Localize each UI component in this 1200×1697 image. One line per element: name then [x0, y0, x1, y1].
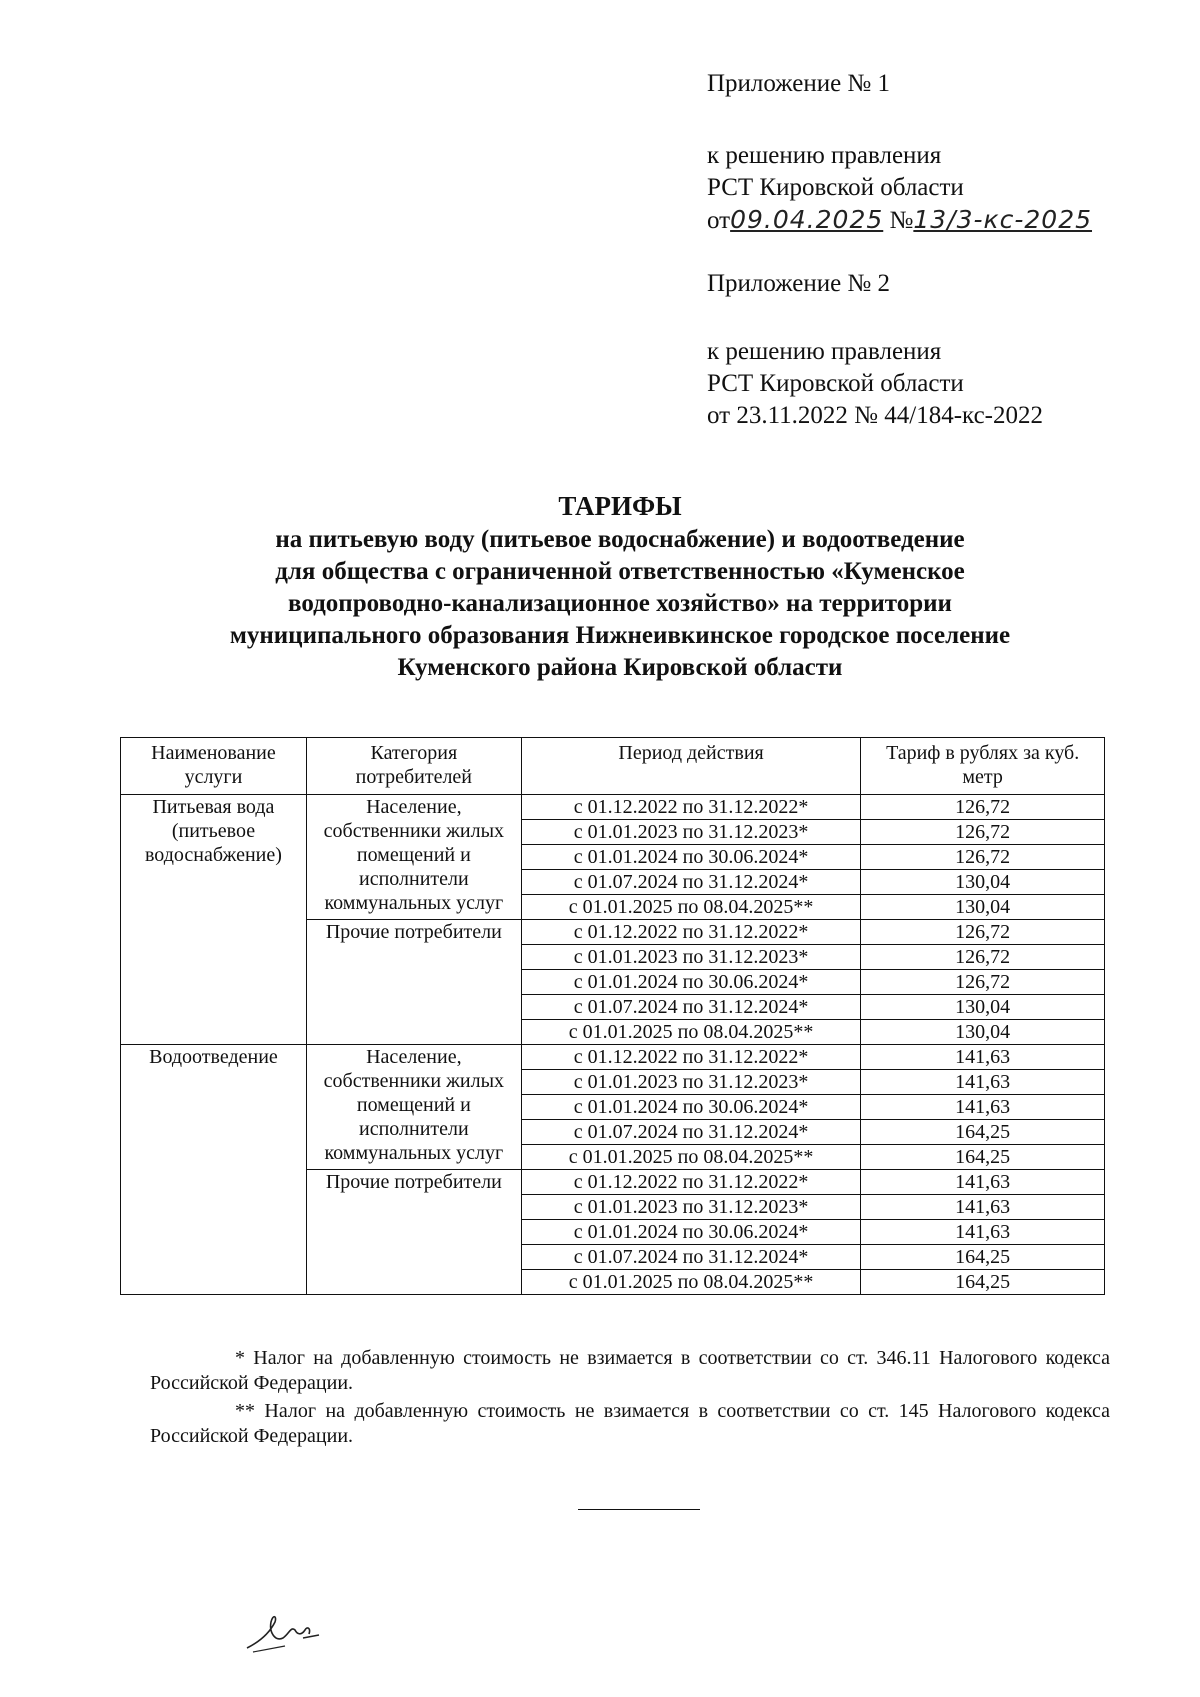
appendix-1-title	[707, 68, 890, 100]
tariff-cell: 141,63	[861, 1045, 1105, 1070]
appendix-1-heading: Приложение № 1	[707, 70, 891, 97]
handwritten-date: 09.04.2025	[730, 205, 884, 234]
appendix-1-line2: РСТ Кировской области	[707, 174, 964, 201]
tariff-cell: 164,25	[861, 1120, 1105, 1145]
period-cell: с 01.12.2022 по 31.12.2022*	[521, 920, 861, 945]
tariff-cell: 130,04	[861, 995, 1105, 1020]
period-cell: с 01.01.2024 по 30.06.2024*	[521, 845, 861, 870]
tariff-cell: 126,72	[861, 920, 1105, 945]
appendix-1-date-prefix: от	[707, 207, 731, 234]
tariff-cell: 126,72	[861, 795, 1105, 820]
tariff-table	[120, 737, 1105, 1295]
appendix-1-line3	[707, 204, 1092, 237]
header-tariff: Тариф в рублях за куб. метр	[861, 738, 1105, 795]
appendix-2-line3: от 23.11.2022 № 44/184-кс-2022	[707, 402, 1043, 429]
period-cell: с 01.07.2024 по 31.12.2024*	[521, 1245, 861, 1270]
document-title: ТАРИФЫ	[558, 491, 682, 521]
consumer-category: Прочие потребители	[306, 920, 521, 1045]
handwritten-number: 13/3-кс-2025	[913, 205, 1093, 234]
table-row	[121, 795, 1105, 820]
table-row	[121, 1045, 1105, 1070]
service-name: Водоотведение	[121, 1045, 307, 1295]
tariff-cell: 141,63	[861, 1195, 1105, 1220]
period-cell: с 01.01.2025 по 08.04.2025**	[521, 895, 861, 920]
tariff-cell: 130,04	[861, 870, 1105, 895]
consumer-category: Население, собственники жилых помещений и исполнители коммунальных услуг	[306, 795, 521, 920]
appendix-2-heading: Приложение № 2	[707, 270, 891, 297]
tariff-cell: 130,04	[861, 895, 1105, 920]
period-cell: с 01.12.2022 по 31.12.2022*	[521, 1170, 861, 1195]
tariff-cell: 141,63	[861, 1170, 1105, 1195]
appendix-2-line1: к решению правления	[707, 338, 942, 365]
tariff-cell: 141,63	[861, 1095, 1105, 1120]
document-heading	[120, 490, 1120, 684]
footnotes	[150, 1346, 1110, 1452]
tariff-cell: 164,25	[861, 1245, 1105, 1270]
tariff-cell: 164,25	[861, 1270, 1105, 1295]
consumer-category: Прочие потребители	[306, 1170, 521, 1295]
tariff-cell: 130,04	[861, 1020, 1105, 1045]
period-cell: с 01.01.2024 по 30.06.2024*	[521, 970, 861, 995]
consumer-category: Население, собственники жилых помещений и исполнители коммунальных услуг	[306, 1045, 521, 1170]
footnote-single-asterisk: * Налог на добавленную стоимость не взимается в соответствии со ст. 346.11 Налогового кодекса Российской Федерации.	[150, 1347, 1110, 1394]
period-cell: с 01.07.2024 по 31.12.2024*	[521, 995, 861, 1020]
table-header-row	[121, 738, 1105, 795]
period-cell: с 01.07.2024 по 31.12.2024*	[521, 1120, 861, 1145]
heading-line: на питьевую воду (питьевое водоснабжение) и водоотведение	[275, 526, 965, 553]
appendix-2-reference	[707, 336, 1043, 432]
header-category: Категория потребителей	[306, 738, 521, 795]
header-service: Наименование услуги	[121, 738, 307, 795]
tariff-cell: 126,72	[861, 970, 1105, 995]
period-cell: с 01.01.2025 по 08.04.2025**	[521, 1145, 861, 1170]
signature-mark-icon	[245, 1608, 335, 1654]
tariff-cell: 164,25	[861, 1145, 1105, 1170]
footnote-double-asterisk: ** Налог на добавленную стоимость не взимается в соответствии со ст. 145 Налогового кодекса Российской Федерации.	[150, 1400, 1110, 1447]
period-cell: с 01.01.2025 по 08.04.2025**	[521, 1020, 861, 1045]
period-cell: с 01.01.2024 по 30.06.2024*	[521, 1095, 861, 1120]
period-cell: с 01.01.2023 по 31.12.2023*	[521, 945, 861, 970]
period-cell: с 01.12.2022 по 31.12.2022*	[521, 1045, 861, 1070]
heading-line: Куменского района Кировской области	[397, 654, 843, 681]
tariff-cell: 141,63	[861, 1070, 1105, 1095]
closing-divider	[578, 1509, 700, 1510]
tariff-cell: 126,72	[861, 945, 1105, 970]
period-cell: с 01.01.2024 по 30.06.2024*	[521, 1220, 861, 1245]
tariff-cell: 126,72	[861, 845, 1105, 870]
heading-line: водопроводно-канализационное хозяйство» на территории	[288, 590, 952, 617]
appendix-2-line2: РСТ Кировской области	[707, 370, 964, 397]
service-name: Питьевая вода (питьевое водоснабжение)	[121, 795, 307, 1045]
appendix-2-title	[707, 268, 890, 300]
tariff-cell: 141,63	[861, 1220, 1105, 1245]
tariff-cell: 126,72	[861, 820, 1105, 845]
heading-line: муниципального образования Нижнеивкинское городское поселение	[229, 622, 1011, 649]
appendix-1-reference	[707, 140, 1092, 237]
period-cell: с 01.07.2024 по 31.12.2024*	[521, 870, 861, 895]
header-period: Период действия	[521, 738, 861, 795]
appendix-1-number-prefix: №	[889, 207, 914, 234]
period-cell: с 01.01.2023 по 31.12.2023*	[521, 1070, 861, 1095]
period-cell: с 01.01.2025 по 08.04.2025**	[521, 1270, 861, 1295]
period-cell: с 01.01.2023 по 31.12.2023*	[521, 1195, 861, 1220]
period-cell: с 01.12.2022 по 31.12.2022*	[521, 795, 861, 820]
heading-line: для общества с ограниченной ответственностью «Куменское	[275, 558, 965, 585]
period-cell: с 01.01.2023 по 31.12.2023*	[521, 820, 861, 845]
appendix-1-line1: к решению правления	[707, 142, 942, 169]
